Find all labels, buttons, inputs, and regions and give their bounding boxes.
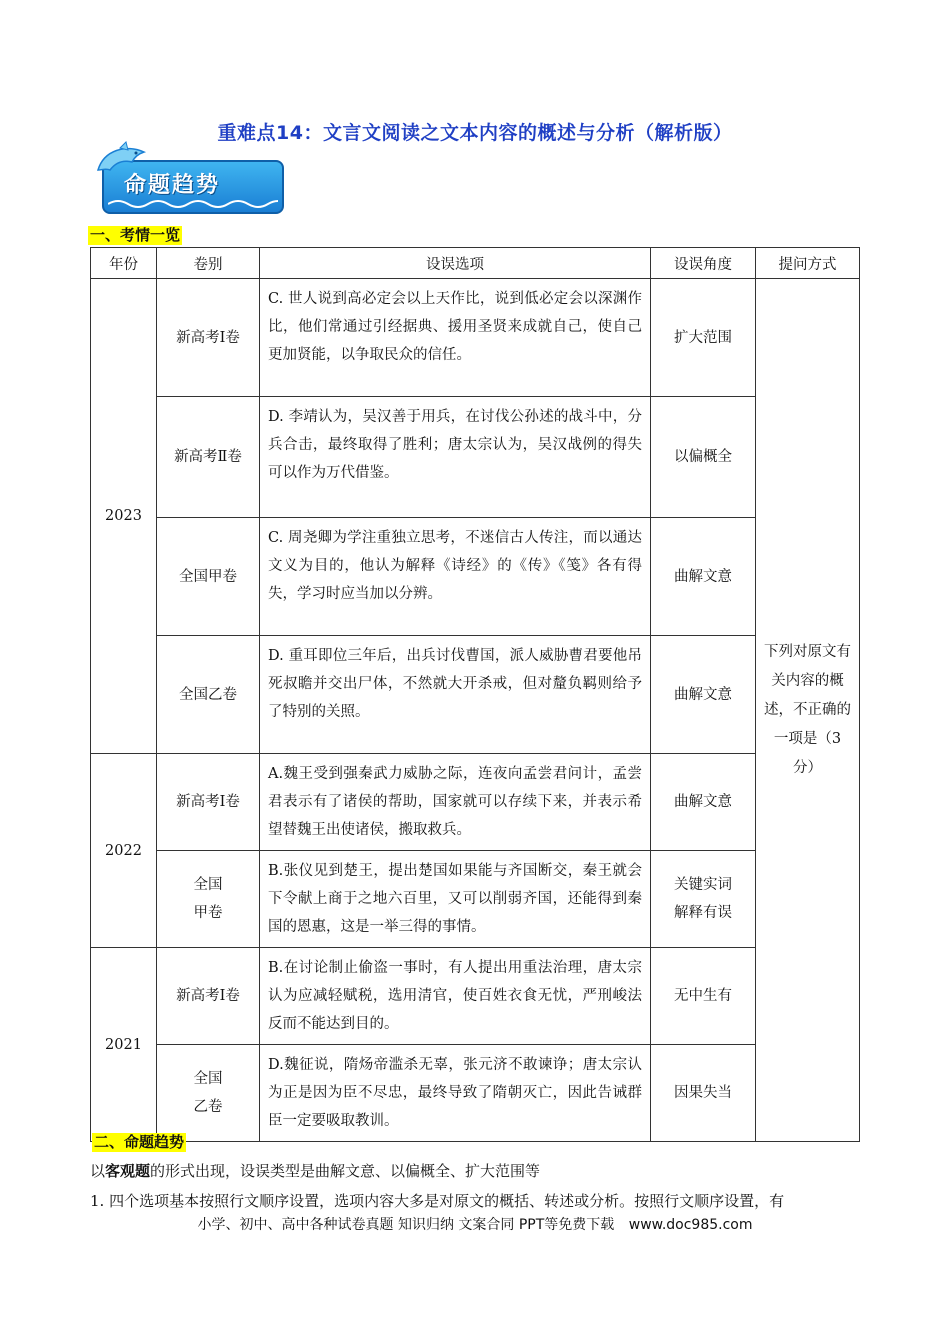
option-cell: B.张仪见到楚王，提出楚国如果能与齐国断交，秦王就会下令献上商于之地六百里，又可以削弱齐国，还能得到秦国的恩惠，这是一举三得的事情。 <box>260 851 651 948</box>
angle-cell: 无中生有 <box>651 948 756 1045</box>
table-header-row <box>91 248 860 279</box>
paper-cell: 新高考Ⅰ卷 <box>157 948 260 1045</box>
paper-cell: 新高考Ⅰ卷 <box>157 279 260 397</box>
table-row <box>91 518 860 636</box>
angle-cell: 曲解文意 <box>651 754 756 851</box>
year-cell: 2021 <box>91 948 157 1142</box>
year-cell: 2022 <box>91 754 157 948</box>
header-option: 设误选项 <box>260 248 651 279</box>
angle-cell: 扩大范围 <box>651 279 756 397</box>
angle-cell: 因果失当 <box>651 1045 756 1142</box>
trend-text-bold: 客观题 <box>105 1162 151 1180</box>
option-cell: D. 重耳即位三年后，出兵讨伐曹国，派人威胁曹君要他吊死叔瞻并交出尸体，不然就大开杀戒，但对釐负羁则给予了特别的关照。 <box>260 636 651 754</box>
badge-label: 命题趋势 <box>124 173 221 198</box>
angle-line-1: 关键实词 <box>674 877 732 893</box>
option-cell: A.魏王受到强秦武力威胁之际，连夜向孟尝君问计，孟尝君表示有了诸侯的帮助，国家就可以存续下来，并表示希望替魏王出使诸侯，搬取救兵。 <box>260 754 651 851</box>
table-row <box>91 851 860 948</box>
table-row <box>91 636 860 754</box>
table-row <box>91 948 860 1045</box>
option-cell: D. 李靖认为，吴汉善于用兵，在讨伐公孙述的战斗中，分兵合击，最终取得了胜利；唐太宗认为，吴汉战例的得失可以作为万代借鉴。 <box>260 397 651 518</box>
exam-table <box>90 247 860 1142</box>
table-row <box>91 1045 860 1142</box>
paper-line-1: 全国 <box>193 877 223 893</box>
header-paper: 卷别 <box>157 248 260 279</box>
paper-cell: 新高考Ⅰ卷 <box>157 754 260 851</box>
angle-line-2: 解释有误 <box>674 905 732 921</box>
footer <box>0 1214 950 1234</box>
angle-cell <box>651 851 756 948</box>
option-cell: D.魏征说，隋炀帝滥杀无辜，张元济不敢谏诤；唐太宗认为正是因为臣不尽忠，最终导致了隋朝灭亡，因此告诫群臣一定要吸取教训。 <box>260 1045 651 1142</box>
option-cell: C. 周尧卿为学注重独立思考，不迷信古人传注，而以通达文义为目的，他认为解释《诗经》的《传》《笺》各有得失，学习时应当加以分辨。 <box>260 518 651 636</box>
paper-cell: 新高考Ⅱ卷 <box>157 397 260 518</box>
paper-cell: 全国甲卷 <box>157 518 260 636</box>
table-row <box>91 754 860 851</box>
section-heading-exam-overview: 一、考情一览 <box>90 226 181 244</box>
table-row <box>91 397 860 518</box>
header-ask: 提问方式 <box>756 248 860 279</box>
angle-cell: 曲解文意 <box>651 518 756 636</box>
wave-icon <box>108 198 278 210</box>
paper-line-2: 甲卷 <box>193 905 223 921</box>
paper-line-1: 全国 <box>193 1071 223 1087</box>
trend-paragraph-2: 1. 四个选项基本按照行文顺序设置，选项内容大多是对原文的概括、转述或分析。按照行文顺序设置，有 <box>90 1192 785 1210</box>
header-year: 年份 <box>91 248 157 279</box>
year-cell: 2023 <box>91 279 157 754</box>
option-cell: B.在讨论制止偷盗一事时，有人提出用重法治理，唐太宗认为应减轻赋税，选用清官，使百姓衣食无忧，严刑峻法反而不能达到目的。 <box>260 948 651 1045</box>
angle-cell: 曲解文意 <box>651 636 756 754</box>
paper-line-2: 乙卷 <box>193 1099 223 1115</box>
paper-cell <box>157 851 260 948</box>
trend-paragraph-1 <box>90 1160 540 1182</box>
trend-text-pre: 以 <box>90 1162 106 1180</box>
paper-cell: 全国乙卷 <box>157 636 260 754</box>
footer-text: 小学、初中、高中各种试卷真题 知识归纳 文案合同 PPT等免费下载 <box>197 1217 615 1233</box>
ask-method-cell: 下列对原文有关内容的概述，不正确的一项是（3分） <box>756 279 860 1142</box>
angle-cell: 以偏概全 <box>651 397 756 518</box>
section-heading-trend: 二、命题趋势 <box>94 1133 185 1151</box>
footer-site-link[interactable]: www.doc985.com <box>628 1217 753 1233</box>
section-badge <box>94 140 286 220</box>
trend-text-post: 的形式出现，设误类型是曲解文意、以偏概全、扩大范围等 <box>150 1162 541 1180</box>
page-title: 重难点14：文言文阅读之文本内容的概述与分析（解析版） <box>217 122 733 144</box>
paper-cell <box>157 1045 260 1142</box>
option-cell: C. 世人说到高必定会以上天作比，说到低必定会以深渊作比，他们常通过引经据典、援用圣贤来成就自己，使自己更加贤能，以争取民众的信任。 <box>260 279 651 397</box>
header-angle: 设误角度 <box>651 248 756 279</box>
table-row <box>91 279 860 397</box>
